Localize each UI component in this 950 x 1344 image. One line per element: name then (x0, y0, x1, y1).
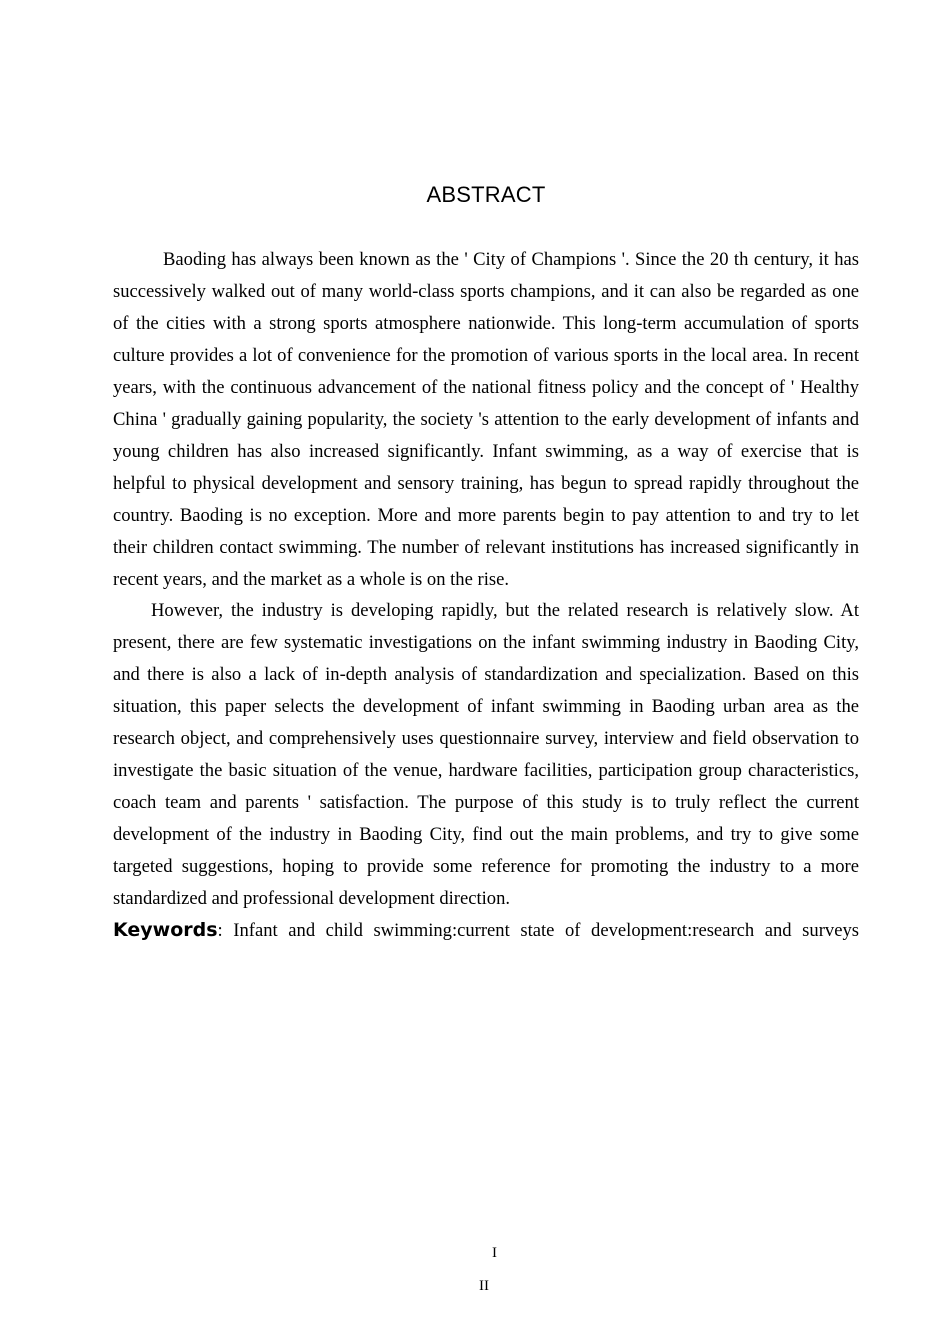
abstract-body (113, 244, 859, 947)
abstract-heading: ABSTRACT (426, 182, 546, 207)
abstract-paragraph-1: Baoding has always been known as the ' City of Champions '. Since the 20 th century, it has successively walked out of many world-class sports champions, and it can also be regarded as one of the cities with a strong sports atmosphere nationwide. This long-term accumulation of sports culture provides a lot of convenience for the promotion of various sports in the local area. In recent years, with the continuous advancement of the national fitness policy and the concept of ' Healthy China ' gradually gaining popularity, the society 's attention to the early development of infants and young children has also increased significantly. Infant swimming, as a way of exercise that is helpful to physical development and sensory training, has begun to spread rapidly throughout the country. Baoding is no exception. More and more parents begin to pay attention to and try to let their children contact swimming. The number of relevant institutions has increased significantly in recent years, and the market as a whole is on the rise. (113, 249, 859, 590)
keywords-label: Keywords (113, 919, 218, 942)
keywords-text: Infant and child swimming:current state of development:research and surveys (233, 920, 859, 942)
keywords-separator: : (217, 920, 234, 942)
page-number-roman-1: I (492, 1245, 497, 1261)
page-number-roman-2: II (479, 1278, 489, 1294)
keywords-line (113, 915, 859, 947)
abstract-paragraph-2: However, the industry is developing rapidly, but the related research is relatively slow. At present, there are few systematic investigations on the infant swimming industry in Baoding City, and there is also a lack of in-depth analysis of standardization and specialization. Based on this situation, this paper selects the development of infant swimming in Baoding urban area as the research object, and comprehensively uses questionnaire survey, interview and field observation to investigate the basic situation of the venue, hardware facilities, participation group characteristics, coach team and parents ' satisfaction. The purpose of this study is to truly reflect the current development of the industry in Baoding City, find out the main problems, and try to give some targeted suggestions, hoping to provide some reference for promoting the industry to a more standardized and professional development direction. (113, 600, 859, 910)
